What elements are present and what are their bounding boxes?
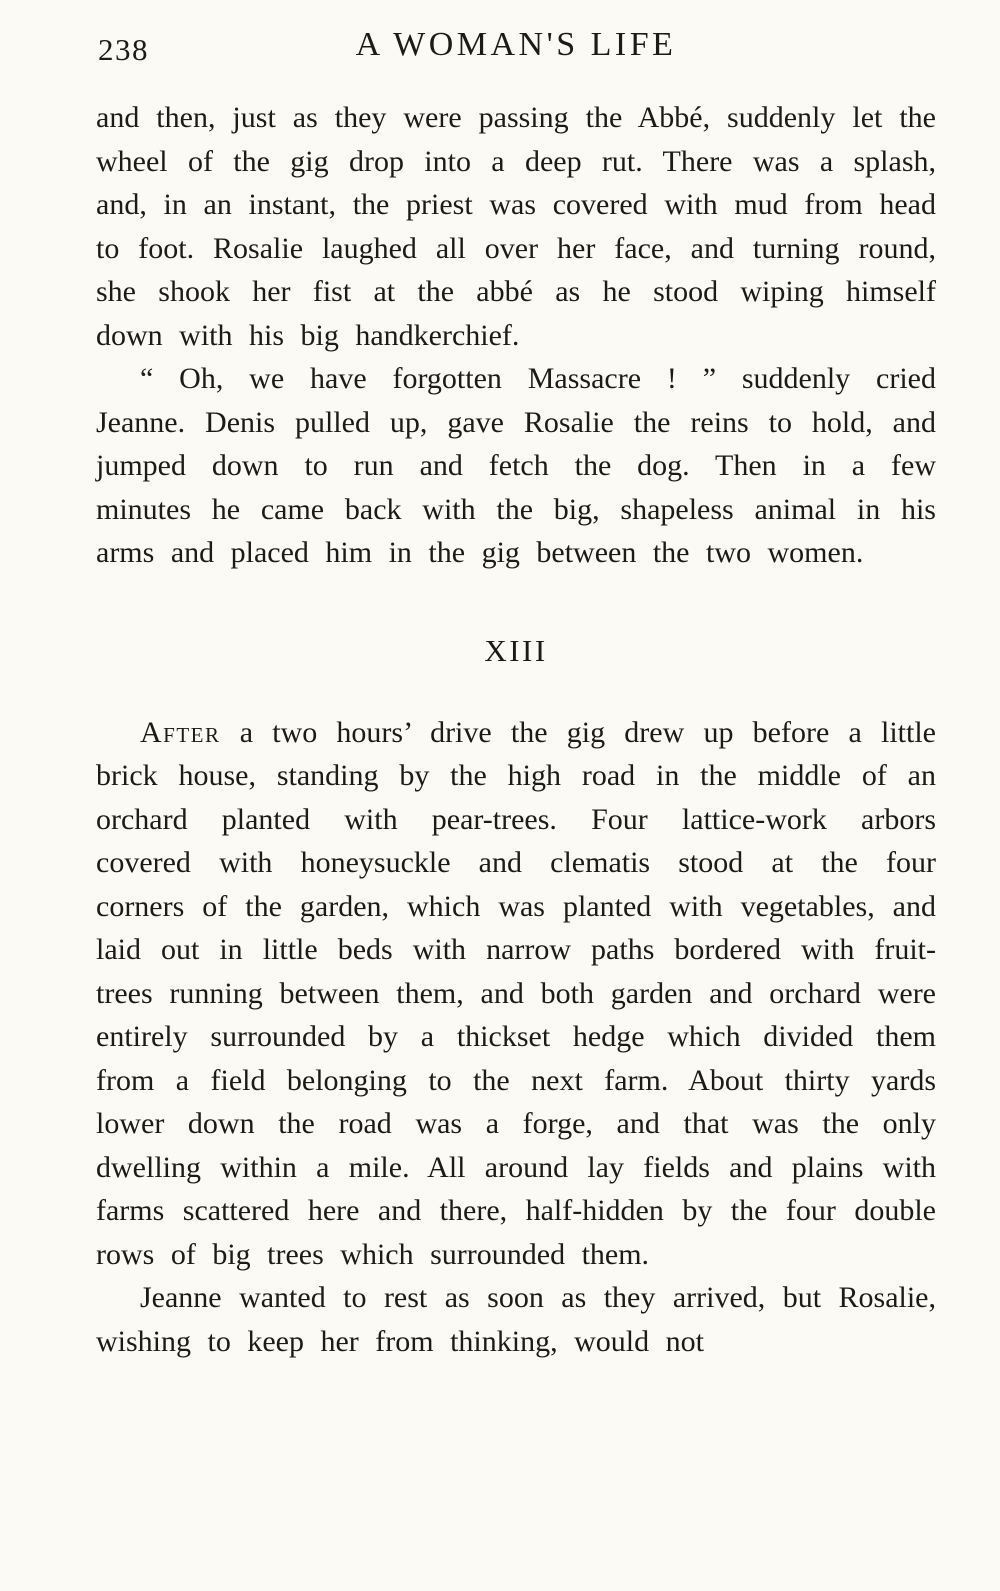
paragraph-final: Jeanne wanted to rest as soon as they arrived, but Rosalie, wishing to keep her from thinking, would not [96,1281,936,1358]
paragraph-text: a two hours’ drive the gig drew up before a little brick house, standing by the high road in the middle of an orchard planted with pear-trees. Four lattice-work arbors covered with honeysuckle and clematis stood at the four corners of the garden, which was planted with vegetables, and laid out in little beds with narrow paths bordered with fruit-trees running between them, and both garden and orchard were entirely surrounded by a thickset hedge which divided them from a field belonging to the next farm. About thirty yards lower down the road was a forge, and that was the only dwelling within a mile. All around lay fields and plains with farms scattered here and there, half-hidden by the four double rows of big trees which surrounded them. [96,715,936,1271]
paragraph-dialogue: “ Oh, we have forgotten Massacre ! ” suddenly cried Jeanne. Denis pulled up, gave Rosalie the reins to hold, and jumped down to run and fetch the dog. Then in a few minutes he came back with the big, shapeless animal in his arms and placed him in the gig between the two women. [96,362,936,569]
page-header [96,24,936,82]
page-number: 238 [98,32,149,67]
paragraph-chapter-opening [96,711,936,1277]
page-body [96,96,936,1363]
paragraph-continuation: and then, just as they were passing the Abbé, suddenly let the wheel of the gig drop into a deep rut. There was a splash, and, in an instant, the priest was covered with mud from head to foot. Rosalie laughed all over her face, and turning round, she shook her fist at the abbé as he stood wiping himself down with his big handkerchief. [96,101,936,352]
lead-word: After [140,715,221,749]
chapter-heading: XIII [484,632,548,668]
running-title: A WOMAN'S LIFE [355,26,677,63]
